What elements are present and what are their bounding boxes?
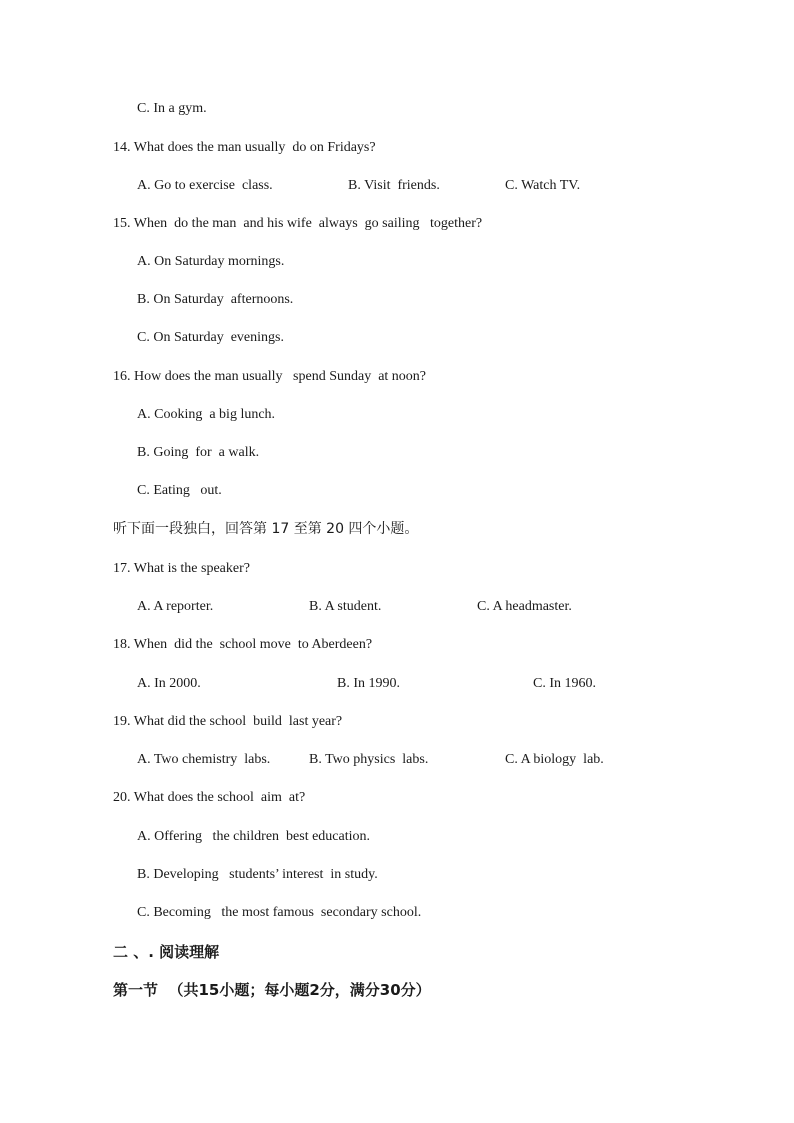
question-14: 14. What does the man usually do on Fridays? — [113, 140, 376, 155]
q14-option-c: C. Watch TV. — [505, 178, 581, 193]
q19-option-c: C. A biology lab. — [505, 752, 604, 767]
q15-option-a: A. On Saturday mornings. — [137, 254, 285, 269]
question-18: 18. When did the school move to Aberdeen? — [113, 637, 373, 652]
q19-option-b: B. Two physics labs. — [309, 752, 429, 767]
q18-option-b: B. In 1990. — [337, 676, 400, 691]
q14-option-b: B. Visit friends. — [348, 178, 440, 193]
question-20: 20. What does the school aim at? — [113, 790, 306, 805]
q20-option-b: B. Developing students’ interest in study. — [137, 867, 378, 882]
section-part1-heading: 第一节 （共15小题；每小题2分，满分30分） — [113, 981, 431, 999]
q15-option-c: C. On Saturday evenings. — [137, 330, 284, 345]
q20-option-a: A. Offering the children best education. — [137, 829, 371, 844]
q13-option-c: C. In a gym. — [137, 101, 207, 116]
q17-option-b: B. A student. — [309, 599, 382, 614]
q17-option-a: A. A reporter. — [137, 599, 214, 614]
q16-option-a: A. Cooking a big lunch. — [137, 407, 276, 422]
question-17: 17. What is the speaker? — [113, 561, 250, 576]
question-19: 19. What did the school build last year? — [113, 714, 343, 729]
section-reading-heading: 二 、. 阅读理解 — [113, 943, 220, 961]
q18-option-a: A. In 2000. — [137, 676, 201, 691]
question-16: 16. How does the man usually spend Sunday at noon? — [113, 369, 427, 384]
q20-option-c: C. Becoming the most famous secondary school. — [137, 905, 422, 920]
q16-option-b: B. Going for a walk. — [137, 445, 260, 460]
question-15: 15. When do the man and his wife always go sailing together? — [113, 216, 483, 231]
q19-option-a: A. Two chemistry labs. — [137, 752, 271, 767]
q18-option-c: C. In 1960. — [533, 676, 596, 691]
q15-option-b: B. On Saturday afternoons. — [137, 292, 294, 307]
listening-instruction: 听下面一段独白，回答第 17 至第 20 四个小题。 — [113, 521, 419, 537]
q17-option-c: C. A headmaster. — [477, 599, 572, 614]
q16-option-c: C. Eating out. — [137, 483, 222, 498]
q14-option-a: A. Go to exercise class. — [137, 178, 273, 193]
